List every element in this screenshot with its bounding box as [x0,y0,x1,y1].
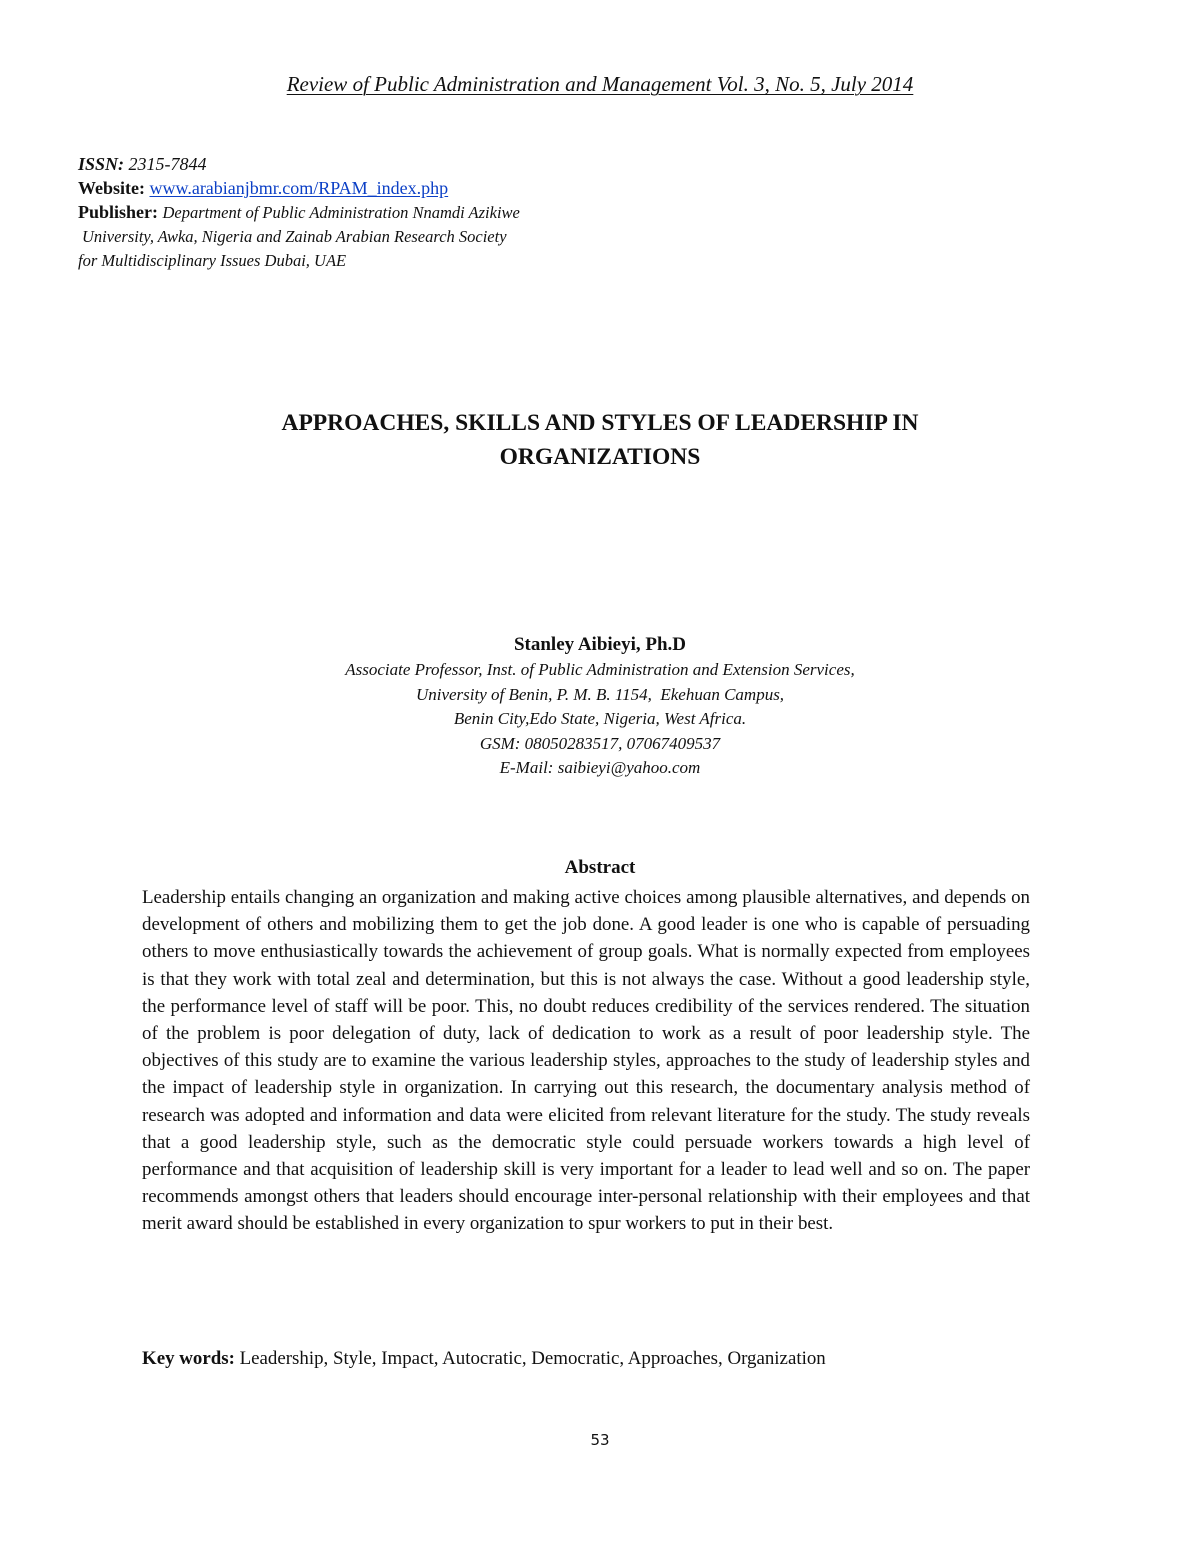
issn-value: 2315-7844 [128,154,207,174]
journal-info-block [78,152,678,273]
paper-title [0,406,1200,474]
title-line-1: APPROACHES, SKILLS AND STYLES OF LEADERSHIP IN [281,410,919,436]
page-number: 53 [590,1431,610,1449]
author-block [0,632,1200,781]
issn-label: ISSN: [78,154,125,174]
website-label: Website: [78,178,145,198]
affiliation-line-1: Associate Professor, Inst. of Public Administration and Extension Services, [345,660,855,679]
affiliation-line-2: University of Benin, P. M. B. 1154, Ekehuan Campus, [415,684,785,704]
publisher-line [78,200,678,225]
author-email[interactable]: E-Mail: saibieyi@yahoo.com [499,758,701,778]
keywords-line [142,1345,1042,1372]
publisher-text-line-3: for Multidisciplinary Issues Dubai, UAE [78,251,347,270]
publisher-text-line-2: University, Awka, Nigeria and Zainab Arabian Research Society [82,227,507,246]
affiliation-line-3: Benin City,Edo State, Nigeria, West Africa. [453,709,747,729]
website-link[interactable]: www.arabianjbmr.com/RPAM_index.php [149,178,449,198]
keywords-value: Leadership, Style, Impact, Autocratic, Democratic, Approaches, Organization [239,1348,826,1369]
website-line [78,176,678,200]
author-name: Stanley Aibieyi, Ph.D [513,634,687,655]
running-header: Review of Public Administration and Management Vol. 3, No. 5, July 2014 [286,72,914,96]
issn-line [78,152,678,176]
author-phone: GSM: 08050283517, 07067409537 [479,733,721,753]
title-line-2: ORGANIZATIONS [499,444,701,470]
publisher-label: Publisher: [78,202,159,222]
abstract-body: Leadership entails changing an organization and making active choices among plausible alternatives, and depends on development of others and mobilizing them to get the job done. A good leader is one who is capable of persuading others to move enthusiastically towards the achievement of group goals. What is normally expected from employees is that they work with total zeal and determination, but this is not always the case. Without a good leadership style, the performance level of staff will be poor. This, no doubt reduces credibility of the services rendered. The situation of the problem is poor delegation of duty, lack of dedication to work as a result of poor leadership style. The objectives of this study are to examine the various leadership styles, approaches to the study of leadership styles and the impact of leadership style in organization. In carrying out this research, the documentary analysis method of research was adopted and information and data were elicited from relevant literature for the study. The study reveals that a good leadership style, such as the democratic style could persuade workers towards a high level of performance and that acquisition of leadership skill is very important for a leader to lead well and so on. The paper recommends amongst others that leaders should encourage inter-personal relationship with their employees and that merit award should be established in every organization to spur workers to put in their best. [142,887,1030,1235]
publisher-text-line-1: Department of Public Administration Nnamdi Azikiwe [162,203,520,222]
keywords-label: Key words: [142,1348,235,1369]
abstract-heading: Abstract [564,857,636,878]
